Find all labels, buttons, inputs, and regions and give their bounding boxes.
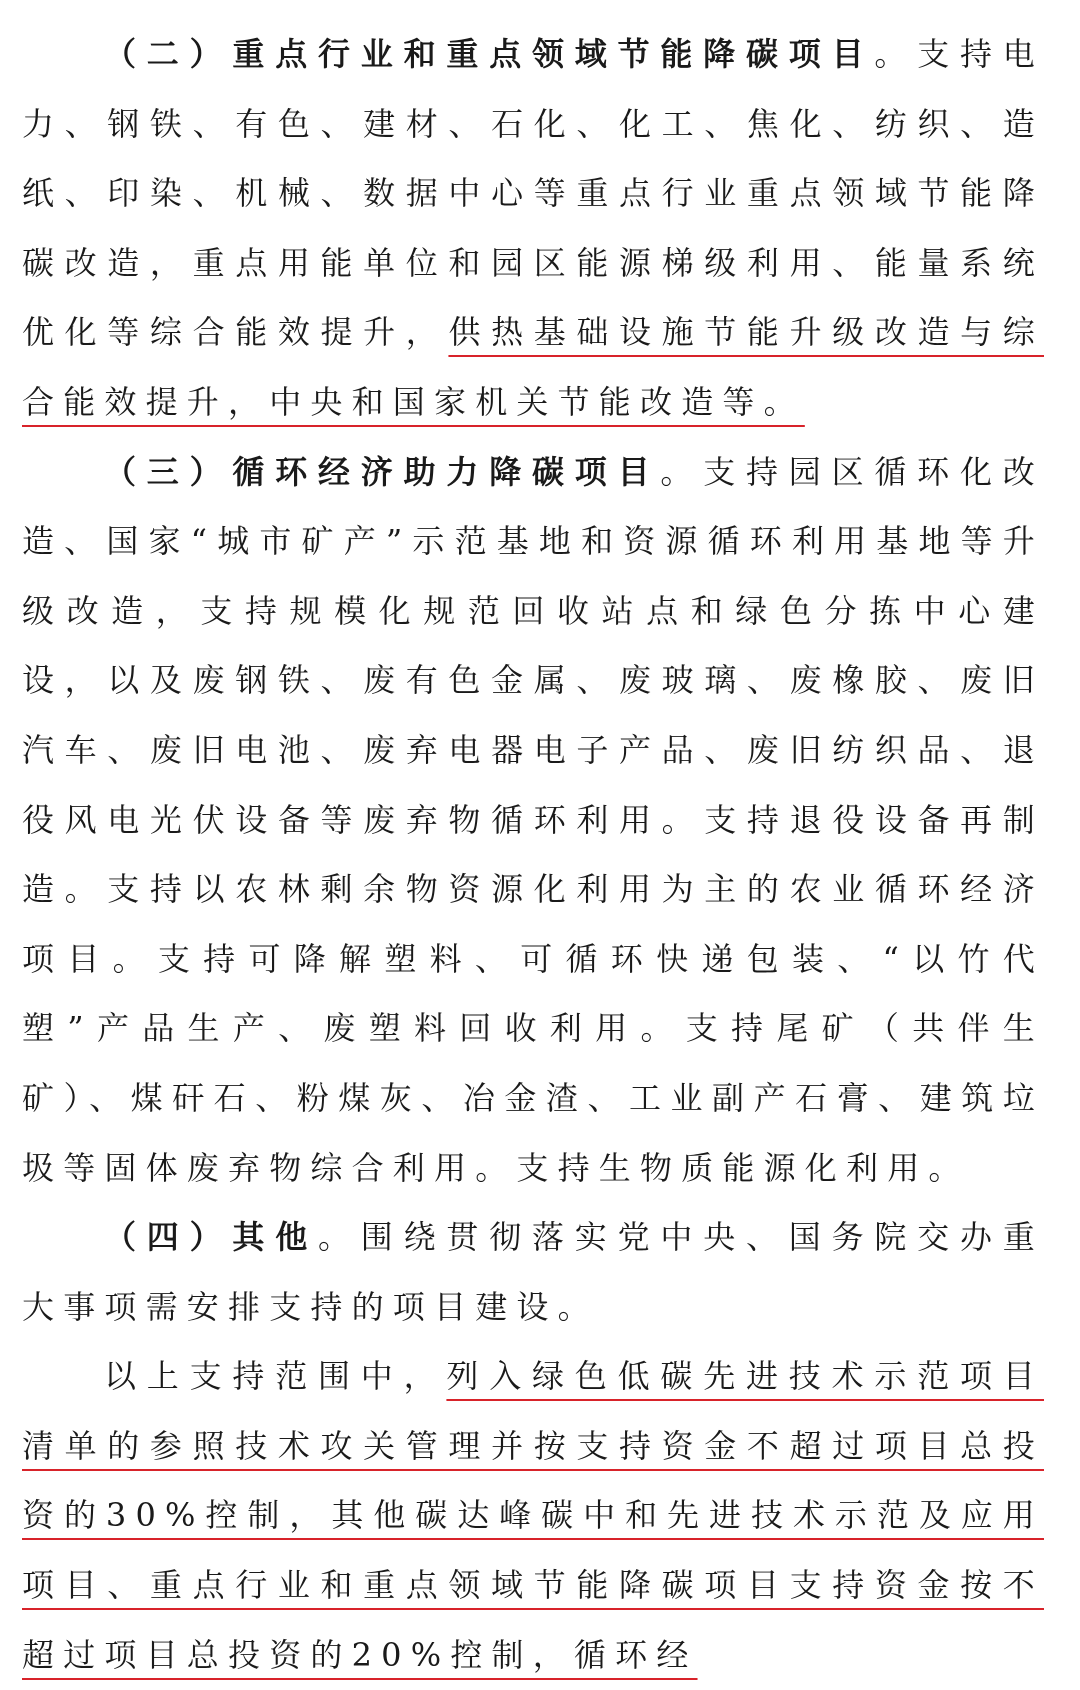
paragraph-text: 。围绕贯彻落实党中央、国务院交办重大事项需安排支持的项目建设。 [22,1218,1044,1326]
underlined-text: 列入绿色低碳先进技术示范项目清单的参照技术攻关管理并按支持资金不超过项目总投资的30%控制，其他碳达峰碳中和先进技术示范及应用项目、重点行业和重点领域节能降碳项目支持资金按不超过项目总投资的20%控制，循环经 [22,1357,1044,1674]
paragraph-text: 。支持园区循环化改造、国家“城市矿产”示范基地和资源循环利用基地等升级改造，支持规模化规范回收站点和绿色分拣中心建设，以及废钢铁、废有色金属、废玻璃、废橡胶、废旧汽车、废旧电池、废弃电器电子产品、废旧纺织品、退役风电光伏设备等废弃物循环利用。支持退役设备再制造。支持以农林剩余物资源化利用为主的农业循环经济项目。支持可降解塑料、可循环快递包装、“以竹代塑”产品生产、废塑料回收利用。支持尾矿（共伴生矿）、煤矸石、粉煤灰、冶金渣、工业副产石膏、建筑垃圾等固体废弃物综合利用。支持生物质能源化利用。 [22,452,1044,1187]
paragraph-key-industries [22,20,1044,438]
document-body [22,20,1044,1690]
paragraph-text: 。支持电力、钢铁、有色、建材、石化、化工、焦化、纺织、造纸、印染、机械、数据中心等重点行业重点领域节能降碳改造，重点用能单位和园区能源梯级利用、能量系统优化等综合能效提升， [22,35,1044,352]
underlined-text: 供热基础设施节能升级改造与综合能效提升，中央和国家机关节能改造等。 [22,313,1044,421]
section-heading-2: （二）重点行业和重点领域节能降碳项目 [104,35,875,73]
paragraph-circular-economy [22,438,1044,1204]
section-heading-3: （三）循环经济助力降碳项目 [104,452,661,491]
paragraph-other [22,1203,1044,1342]
paragraph-text: 以上支持范围中， [104,1357,447,1396]
paragraph-funding-limits [22,1342,1044,1690]
section-heading-4: （四）其他 [104,1218,318,1257]
